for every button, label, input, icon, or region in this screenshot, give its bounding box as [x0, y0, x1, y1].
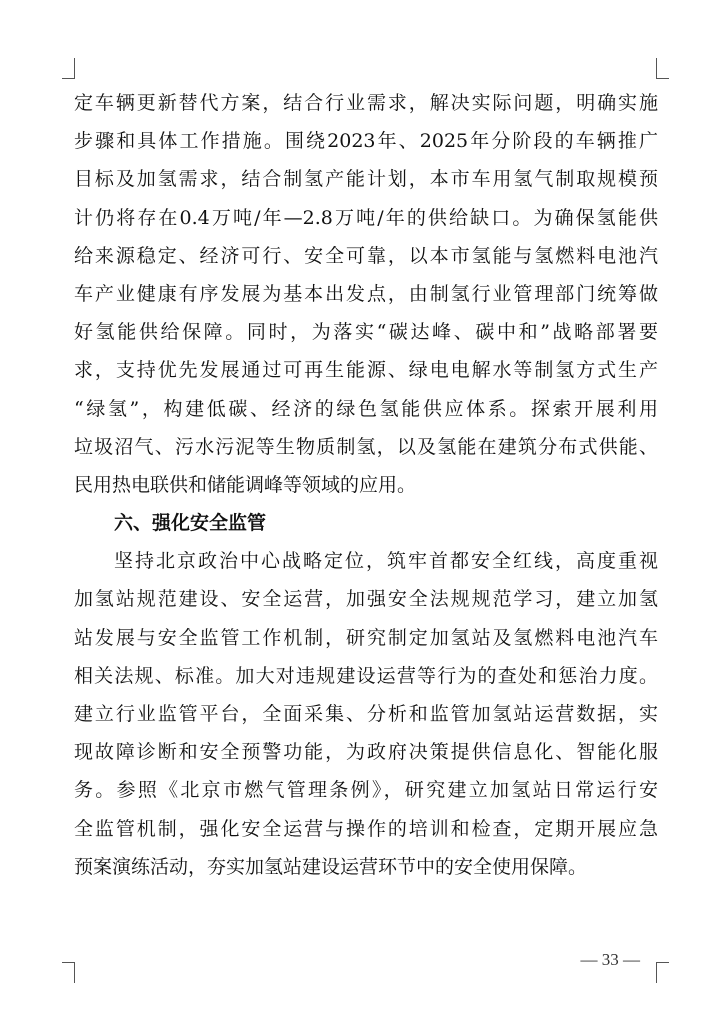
document-body — [74, 84, 658, 886]
text-line: 站发展与安全监管工作机制，研究制定加氢站及氢燃料电池汽车 — [74, 626, 658, 649]
page-number: — 33 — — [580, 950, 640, 969]
text-line: 步骤和具体工作措施。围绕2023年、2025年分阶段的车辆推广 — [74, 130, 658, 153]
text-line: 定车辆更新替代方案，结合行业需求，解决实际问题，明确实施 — [74, 92, 658, 114]
text-line: 预案演练活动，夯实加氢站建设运营环节中的安全使用保障。 — [74, 855, 588, 878]
text-line: 相关法规、标准。加大对违规建设运营等行为的查处和惩治力度。 — [74, 664, 658, 687]
text-line: 全监管机制，强化安全运营与操作的培训和检查，定期开展应急 — [74, 817, 658, 840]
text-line: 车产业健康有序发展为基本出发点，由制氢行业管理部门统筹做 — [74, 282, 658, 305]
text-line: 务。参照《北京市燃气管理条例》，研究建立加氢站日常运行安 — [74, 779, 658, 802]
text-line: 好氢能供给保障。同时，为落实“碳达峰、碳中和”战略部署要 — [74, 321, 658, 344]
text-line: 求，支持优先发展通过可再生能源、绿电电解水等制氢方式生产 — [74, 359, 658, 382]
text-line: 现故障诊断和安全预警功能，为政府决策提供信息化、智能化服 — [74, 741, 658, 764]
crop-mark-top-left — [62, 58, 75, 79]
section-heading: 六、强化安全监管 — [114, 512, 267, 535]
paragraph-hydrogen-supply — [74, 84, 658, 504]
paragraph-safety-supervision — [74, 542, 658, 886]
text-line: 建立行业监管平台，全面采集、分析和监管加氢站运营数据，实 — [74, 703, 658, 725]
text-line: 给来源稳定、经济可行、安全可靠，以本市氢能与氢燃料电池汽 — [74, 244, 658, 267]
text-line: 目标及加氢需求，结合制氢产能计划，本市车用氢气制取规模预 — [74, 168, 658, 191]
text-line: 计仍将存在0.4万吨/年—2.8万吨/年的供给缺口。为确保氢能供 — [74, 206, 658, 229]
text-line: 民用热电联供和储能调峰等领域的应用。 — [74, 473, 417, 496]
text-line: 加氢站规范建设、安全运营，加强安全法规规范学习，建立加氢 — [74, 588, 658, 611]
text-line: 坚持北京政治中心战略定位，筑牢首都安全红线，高度重视 — [114, 550, 658, 573]
crop-mark-bottom-left — [62, 962, 75, 983]
crop-mark-top-right — [656, 58, 669, 79]
crop-mark-bottom-right — [656, 962, 669, 983]
text-line: 垃圾沼气、污水污泥等生物质制氢，以及氢能在建筑分布式供能、 — [74, 435, 658, 458]
text-line: “绿氢”，构建低碳、经济的绿色氢能供应体系。探索开展利用 — [74, 397, 658, 420]
